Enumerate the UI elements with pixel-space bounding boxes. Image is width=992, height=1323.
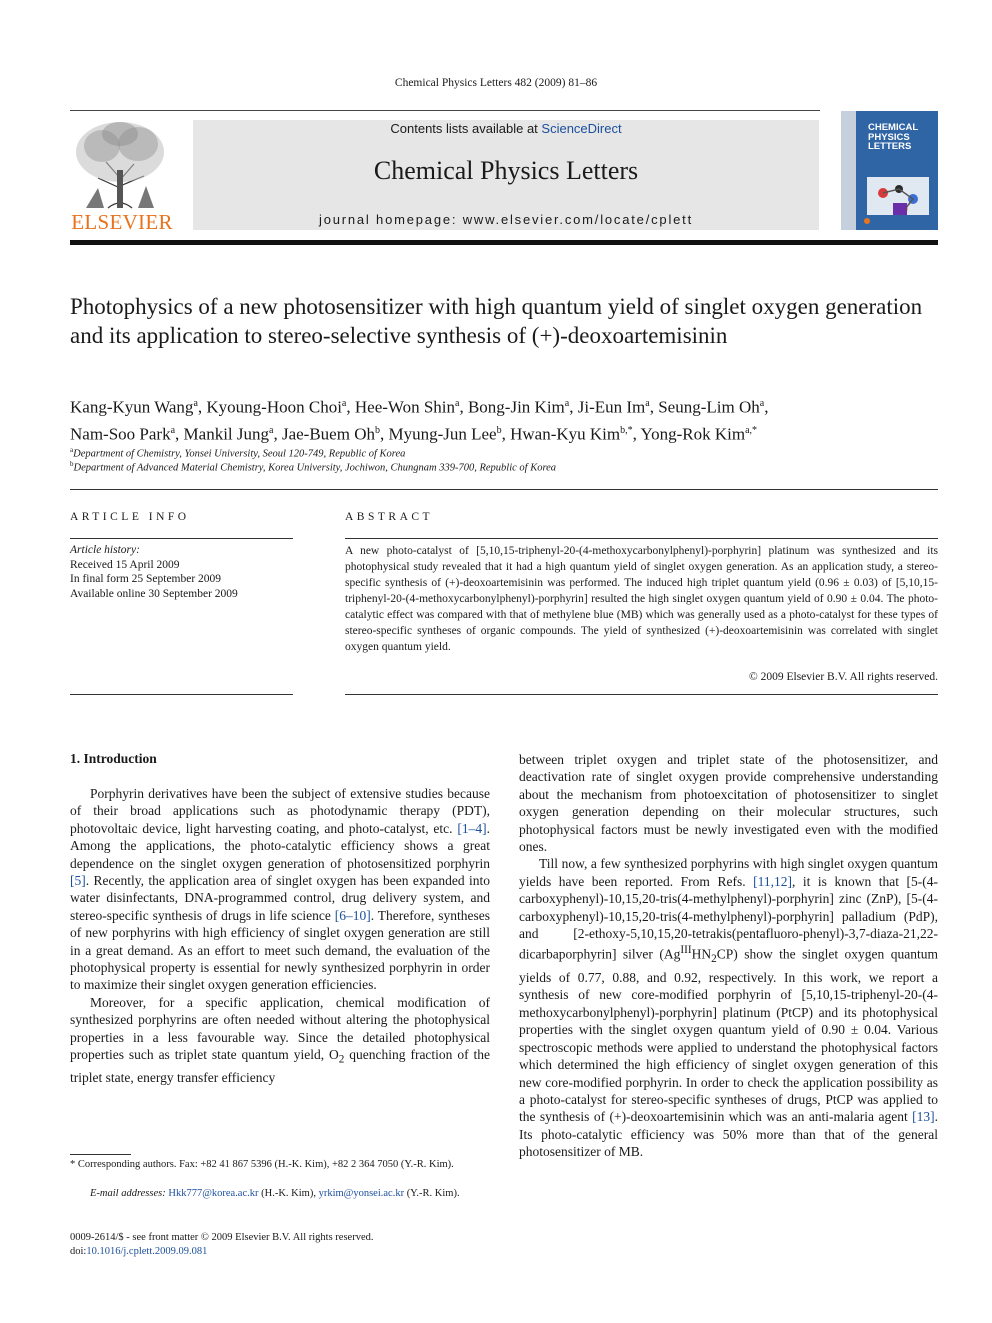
abstract-rule-bottom xyxy=(345,694,938,695)
cover-title-line-1: CHEMICAL xyxy=(868,122,919,133)
author-name: Bong-Jin Kim xyxy=(467,397,565,417)
author-list xyxy=(70,392,940,445)
author-affiliation-marker[interactable]: a xyxy=(455,398,460,409)
email-label: E-mail addresses: xyxy=(90,1188,166,1199)
author-name: Kyoung-Hoon Choi xyxy=(206,397,342,417)
contents-prefix: Contents lists available at xyxy=(390,121,542,136)
article-info-heading: ARTICLE INFO xyxy=(70,511,190,523)
text-script: III xyxy=(680,944,692,957)
reference-link[interactable]: [11,12] xyxy=(753,873,792,889)
article-title: Photophysics of a new photosensitizer with high quantum yield of singlet oxygen generation and its application to stereo-selective synthesis of (+)-deoxoartemisinin xyxy=(70,294,923,348)
author-name: Mankil Jung xyxy=(183,424,270,444)
body-right-column xyxy=(519,751,938,1161)
history-online: Available online 30 September 2009 xyxy=(70,587,238,600)
abstract-rule-top xyxy=(345,538,938,539)
cover-title-line-3: LETTERS xyxy=(868,141,912,152)
text-segment: , it is known that [5-(4-carboxyphenyl)-10,15,20-tris(4-methylphenyl)-porphyrin] zinc (ZnP), [5-(4-carboxyphenyl)-10,15,20-tris(4-methylphenyl)-porphyrin] palladium (PdP), and [2-ethoxy-5,10,15,20-tetrakis(pentafluoro-phenyl)-3,7-diaza-21,22-dicarbaporphyrin] silver (Ag xyxy=(519,873,938,962)
author-affiliation-marker[interactable]: a xyxy=(564,398,570,409)
intro-paragraph-2 xyxy=(70,994,490,1087)
reference-link[interactable]: [13] xyxy=(912,1109,935,1125)
article-info-rule-top xyxy=(70,538,293,539)
affiliation-a xyxy=(70,446,405,460)
text-segment: Till now, a few synthesized porphyrins with high singlet oxygen quantum yields have been reported. From Refs. xyxy=(519,856,938,889)
text-script: 2 xyxy=(711,953,717,966)
author-line-2: Nam-Soo Park$^a$, Mankil Jung$^a$, Jae-Buem Oh$^b$, Myung-Jun Lee$^b$, Hwan-Kyu Kim$^{b,*}$, Yong-Rok Kim$^{a,*}$ xyxy=(70,424,758,444)
email2-owner: (Y.-R. Kim). xyxy=(404,1188,460,1199)
cover-molecule-icon xyxy=(859,159,937,229)
author-name: Jae-Buem Oh xyxy=(281,424,375,444)
text-segment: . Therefore, syntheses of new porphyrins with high efficiency of singlet oxygen generation are still in a great demand. As an effort to meet such demand, the evaluation of the photophysical property is essential for newly synthesized porphyrin in order to maximize their singlet oxygen generation efficiencies. xyxy=(70,907,490,993)
sciencedirect-link[interactable]: ScienceDirect xyxy=(541,121,622,136)
author-line-1: Kang-Kyun Wang$^a$, Kyoung-Hoon Choi$^a$, Hee-Won Shin$^a$, Bong-Jin Kim$^a$, Ji-Eun Im$^a$, Seung-Lim Oh$^a$, xyxy=(70,397,769,417)
intro-paragraph-2-cont: between triplet oxygen and triplet state of the photosensitizer, and deactivation rate of singlet oxygen provide comprehensive understanding about the mechanism from photoexcitation of photosensitizer to singlet oxygen generation depending on their molecular structures, such photophysical factors must be newly investigated even with the modified ones. xyxy=(519,752,938,855)
journal-homepage[interactable]: journal homepage: www.elsevier.com/locate/cplett xyxy=(319,212,693,227)
affiliation-b-text: Department of Advanced Material Chemistry, Korea University, Jochiwon, Chungnam 339-700, Republic of Korea xyxy=(73,462,557,474)
email-link-kim-yr[interactable]: yrkim@yonsei.ac.kr xyxy=(318,1188,405,1199)
article-history xyxy=(70,543,295,601)
author-name: Hee-Won Shin xyxy=(354,397,456,417)
author-affiliation-marker[interactable]: b xyxy=(496,424,502,436)
text-segment: CP) show the singlet oxygen quantum yields of 0.77, 0.88, and 0.92, respectively. In this work, we report a synthesis of new core-modified porphyrin of [5,10,15-triphenyl-20-(4-methoxycarbonylphenyl)-porphyrin] platinum (PtCP) and its photophysical properties with the singlet oxygen quantum yield of 0.90 ± 0.04. Various spectroscopic methods were applied to understand the photophysical factors which determined the high efficiency of singlet oxygen generation of this new core-modified porphyrin. In order to check the application possibility as a photo-catalyst for stereo-specific syntheses of drugs, PtCP was applied to the synthesis of (+)-deoxoartemisinin which was an anti-malaria agent xyxy=(519,946,938,1125)
author-affiliation-marker[interactable]: b xyxy=(374,424,380,436)
intro-p2-a: Moreover, for a specific application, chemical modification of synthesized porphyrins are often needed without altering the photophysical properties in a less favourable way. Since the detailed photophysical properties such as triplet state quantum yield, O xyxy=(70,994,490,1063)
text-segment: . Recently, the application area of singlet oxygen has been expanded into water disinfectants, DNA-programmed control, drug delivery system, and stereo-specific synthesis of drugs in life science xyxy=(70,873,490,923)
author-affiliation-marker[interactable]: a xyxy=(645,398,650,409)
history-revised: In final form 25 September 2009 xyxy=(70,573,222,585)
author-name: Hwan-Kyu Kim xyxy=(510,424,621,444)
affiliation-b-sup: b xyxy=(70,460,74,468)
text-segment: HN xyxy=(691,946,712,962)
text-segment: . Among the applications, the photo-catalytic efficiency shows a great dependence on the singlet oxygen generation of photosensitized porphyrin xyxy=(70,820,490,871)
elsevier-wordmark: ELSEVIER xyxy=(71,210,173,234)
affiliation-a-text: Department of Chemistry, Yonsei University, Seoul 120-749, Republic of Korea xyxy=(73,448,406,460)
author-name: Nam-Soo Park xyxy=(70,424,171,444)
author-affiliation-marker[interactable]: b,* xyxy=(620,424,633,436)
intro-paragraph-1 xyxy=(70,785,490,994)
body-left-column xyxy=(70,785,490,1087)
corresponding-author-note: * Corresponding authors. Fax: +82 41 867 5396 (H.-K. Kim), +82 2 364 7050 (Y.-R. Kim). xyxy=(70,1159,454,1170)
author-affiliation-marker[interactable]: a,* xyxy=(745,424,758,436)
doi-link[interactable]: 10.1016/j.cplett.2009.09.081 xyxy=(86,1246,208,1257)
elsevier-tree-icon xyxy=(68,118,172,210)
author-name: Yong-Rok Kim xyxy=(640,424,746,444)
history-label: Article history: xyxy=(70,544,140,556)
abstract-text: A new photo-catalyst of [5,10,15-triphenyl-20-(4-methoxycarbonylphenyl)-porphyrin] platinum was synthesized and its photophysical study revealed that it had a high quantum yield of singlet oxygen generation. As an application study, a stereo-specific synthesis of (+)-deoxoartemisinin was performed. The induced high triplet quantum yield (0.96 ± 0.03) of [5,10,15-triphenyl-20-(4-methoxycarbonylphenyl)-porphyrin] resulted the high singlet oxygen quantum yield of 0.90 ± 0.04. The photo-catalytic effect was compared with that of methylene blue (MB) which was generally used as a photo-catalyst for these types of stereo-specific syntheses of organic compounds. The yield of synthesized (+)-deoxoartemisinin was correlated with singlet oxygen quantum yield. xyxy=(345,545,938,653)
contents-availability xyxy=(193,121,819,136)
text-segment: . Its photo-catalytic efficiency was 50% more than that of the general photosensitizer of MB. xyxy=(519,1109,938,1160)
section-heading-introduction: 1. Introduction xyxy=(70,751,157,766)
front-matter-line: 0009-2614/$ - see front matter © 2009 Elsevier B.V. All rights reserved. xyxy=(70,1232,374,1243)
affiliation-a-sup: a xyxy=(70,446,74,454)
author-name: Seung-Lim Oh xyxy=(658,397,760,417)
intro-p2-sub: 2 xyxy=(338,1053,345,1066)
header-rule xyxy=(70,110,820,111)
abstract-heading: ABSTRACT xyxy=(345,511,434,523)
intro-p2-b: quenching fraction of the triplet state, energy transfer efficiency xyxy=(70,1047,491,1086)
history-received: Received 15 April 2009 xyxy=(70,558,180,571)
author-affiliation-marker[interactable]: a xyxy=(759,398,765,409)
author-name: Kang-Kyun Wang xyxy=(70,397,194,417)
journal-title: Chemical Physics Letters xyxy=(373,156,639,185)
author-name: Ji-Eun Im xyxy=(577,397,646,417)
journal-cover[interactable] xyxy=(841,111,938,230)
email-link-kim-hk[interactable]: Hkk777@korea.ac.kr xyxy=(168,1188,259,1199)
section-rule xyxy=(70,489,938,490)
author-affiliation-marker[interactable]: a xyxy=(170,424,176,436)
author-affiliation-marker[interactable]: a xyxy=(269,424,274,436)
doi-prefix: doi: xyxy=(70,1246,87,1257)
cover-title-line-2: PHYSICS xyxy=(868,131,910,143)
reference-link[interactable]: [1–4] xyxy=(457,820,487,836)
header-thick-rule xyxy=(70,240,938,245)
affiliation-b xyxy=(70,460,556,474)
intro-paragraph-3 xyxy=(519,855,938,1160)
author-affiliation-marker[interactable]: a xyxy=(193,398,198,409)
email1-owner: (H.-K. Kim), xyxy=(258,1188,319,1199)
author-affiliation-marker[interactable]: a xyxy=(341,398,347,409)
reference-link[interactable]: [6–10] xyxy=(334,907,371,923)
cover-title xyxy=(868,123,934,152)
text-segment: Porphyrin derivatives have been the subject of extensive studies because of their broad applications such as photodynamic therapy (PDT), photovoltaic device, light harvesting coating, and photo-catalyst, etc. xyxy=(70,786,490,836)
abstract-copyright: © 2009 Elsevier B.V. All rights reserved. xyxy=(749,671,938,683)
reference-link[interactable]: [5] xyxy=(70,873,86,889)
footnote-rule xyxy=(70,1154,131,1155)
journal-citation: Chemical Physics Letters 482 (2009) 81–86 xyxy=(394,77,598,89)
email-addresses xyxy=(70,1187,490,1201)
author-name: Myung-Jun Lee xyxy=(388,424,497,444)
doi-line xyxy=(70,1245,207,1259)
elsevier-logo[interactable] xyxy=(68,118,172,236)
cover-strip xyxy=(841,111,856,230)
article-info-rule-bottom xyxy=(70,694,293,695)
